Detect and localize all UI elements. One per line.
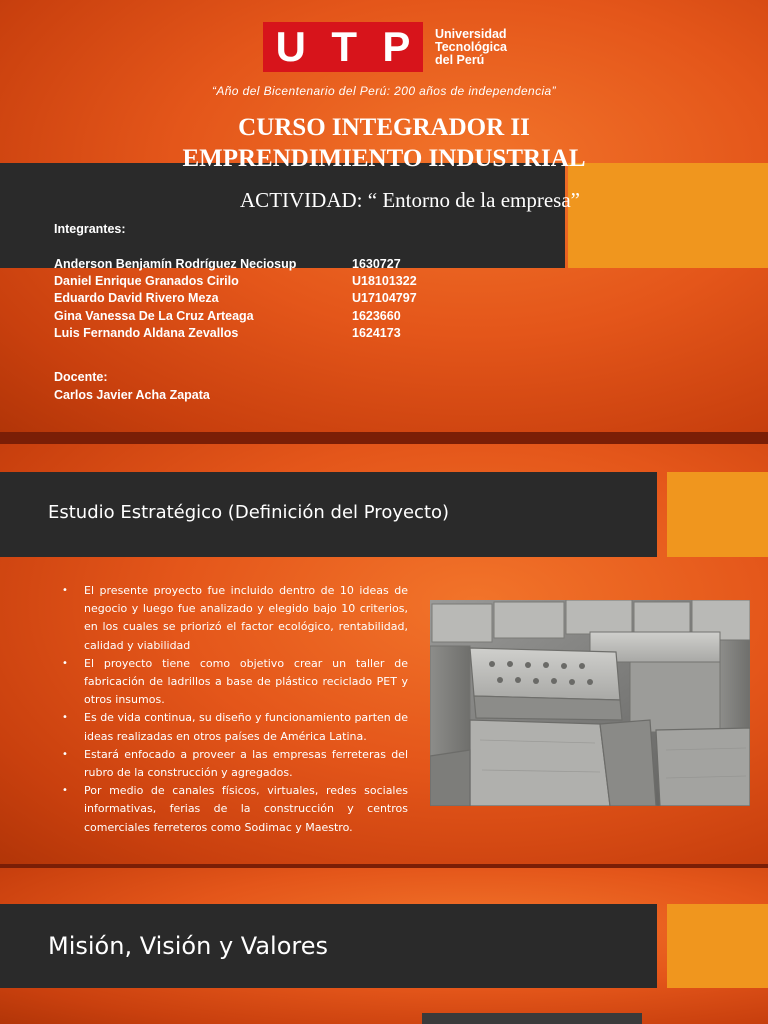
bullet-item: • El presente proyecto fue incluido dentro de 10 ideas de negocio y luego fue analizado y elegido bajo 10 criterios, en los cuales se priorizó el factor ecológico, rentabilidad, calidad y viabilidad — [62, 582, 408, 655]
member-row — [54, 257, 474, 274]
member-name: Luis Fernando Aldana Zevallos — [54, 325, 239, 340]
section-title: Misión, Visión y Valores — [48, 932, 329, 960]
logo-text-line: Tecnológica — [435, 39, 508, 54]
logo-letter: P — [382, 23, 411, 70]
motto: “Año del Bicentenario del Perú: 200 años de independencia” — [211, 84, 557, 98]
course-title-line: EMPRENDIMIENTO INDUSTRIAL — [182, 145, 586, 172]
member-code: U17104797 — [352, 291, 417, 306]
slide-photo — [422, 1013, 642, 1024]
member-row — [54, 291, 474, 308]
orange-accent-block — [667, 904, 768, 988]
utp-logo — [263, 22, 507, 72]
bricks-photo — [430, 600, 750, 806]
bullet-item: • El proyecto tiene como objetivo crear un taller de fabricación de ladrillos a base de plástico reciclado PET y otros insumos. — [62, 655, 408, 710]
slide-mission-vision — [0, 868, 768, 1024]
logo-text — [435, 28, 507, 67]
teacher-name: Carlos Javier Acha Zapata — [54, 388, 210, 402]
bullet-list — [62, 582, 408, 837]
bullet-item: • Es de vida continua, su diseño y funcionamiento parten de ideas realizadas en otros países de América Latina. — [62, 709, 408, 745]
member-row — [54, 274, 474, 291]
dark-band — [0, 163, 565, 268]
teacher-label: Docente: — [54, 370, 108, 384]
logo-text-line: Universidad — [435, 26, 507, 41]
bullet-item: • Por medio de canales físicos, virtuales, redes sociales informativas, ferias de la construcción y centros comerciales ferreteros como Sodimac y Maestro. — [62, 782, 408, 837]
logo-text-line: del Perú — [435, 52, 485, 67]
member-name: Anderson Benjamín Rodríguez Neciosup — [54, 257, 297, 271]
slide-strategic-study — [0, 444, 768, 864]
member-row — [54, 309, 474, 326]
member-row — [54, 326, 474, 343]
member-code: 1630727 — [352, 257, 401, 271]
course-title — [0, 112, 768, 174]
utp-logo-box — [263, 22, 423, 72]
slide-cover — [0, 0, 768, 432]
course-title-line: CURSO INTEGRADOR II — [238, 114, 530, 141]
member-code: 1624173 — [352, 325, 401, 340]
logo-letter: T — [331, 23, 357, 70]
section-title: Estudio Estratégico (Definición del Proyecto) — [48, 502, 450, 523]
activity-title: ACTIVIDAD: “ Entorno de la empresa” — [240, 188, 580, 212]
members-list — [54, 257, 474, 343]
bullet-item: • Estará enfocado a proveer a las empresas ferreteras del rubro de la construcción y agregados. — [62, 746, 408, 782]
orange-accent-block — [667, 472, 768, 557]
orange-accent-block — [568, 163, 768, 268]
member-code: U18101322 — [352, 274, 417, 289]
member-code: 1623660 — [352, 308, 401, 323]
member-name: Gina Vanessa De La Cruz Arteaga — [54, 308, 254, 323]
member-name: Daniel Enrique Granados Cirilo — [54, 274, 239, 289]
logo-letter: U — [275, 23, 306, 70]
member-name: Eduardo David Rivero Meza — [54, 291, 219, 306]
members-label: Integrantes: — [54, 222, 126, 236]
